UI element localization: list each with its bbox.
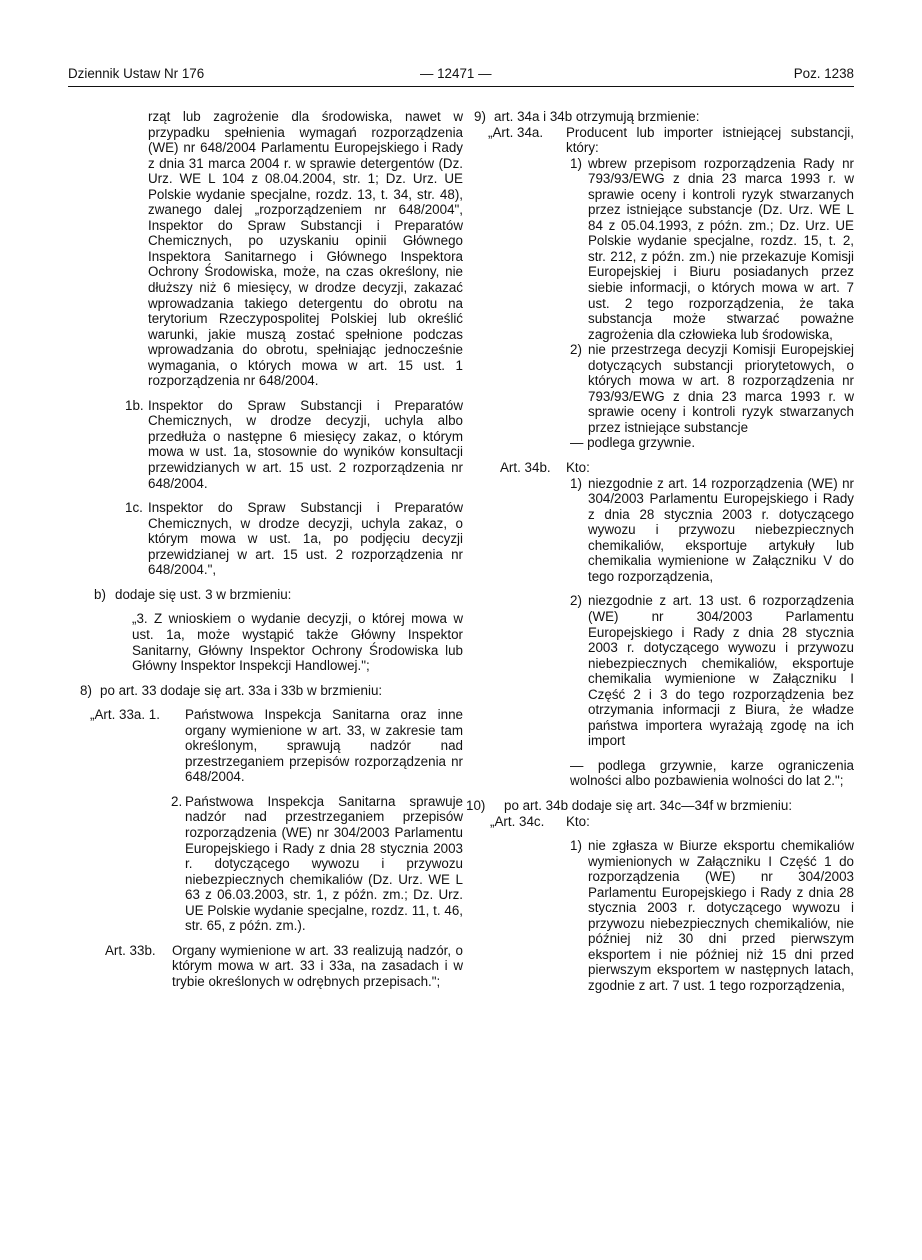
article-label: Art. 34b. bbox=[500, 460, 551, 476]
item-9 bbox=[474, 109, 854, 125]
paragraph-label: 1b. bbox=[125, 397, 144, 413]
point-label: 1) bbox=[570, 475, 582, 491]
point-label: 1) bbox=[570, 155, 582, 171]
paragraph-text: rząt lub zagrożenie dla środowiska, nawet w przypadku spełnienia wymagań rozporządzenia (WE) nr 648/2004 Parlamentu Europejskiego i Rady z dnia 31 marca 2004 r. w sprawie detergentów (Dz. Urz. WE L 104 z 08.04.2004, str. 1; Dz. Urz. UE Polskie wydanie specjalne, rozdz. 13, t. 34, str. 48), zwanego dalej „rozporządzeniem nr 648/2004", Inspektor do Spraw Substancji i Preparatów Chemicznych, po uzyskaniu opinii Głównego Inspektora Sanitarnego i Głównego Inspektora Ochrony Środowiska, może, na czas określony, nie dłuższy niż 6 miesięcy, w drodze decyzji, zakazać wprowadzania takiego detergentu do obrotu na terytorium Rzeczypospolitej Polskiej lub określić warunki, jakie muszą zostać spełnione podczas wprowadzania do obrotu, spełniając jednocześnie wymagania, o których mowa w art. 15 ust. 1 rozporządzenia nr 648/2004. bbox=[148, 109, 463, 389]
point-text: wbrew przepisom rozporządzenia Rady nr 793/93/EWG z dnia 23 marca 1993 r. w sprawie oceny i kontroli ryzyk stwarzanych przez istniejące substancje (Dz. Urz. WE L 84 z 05.04.1993, z późn. zm.; Dz. Urz. UE Polskie wydanie specjalne, rozdz. 15, t. 2, str. 212, z późn. zm.) nie przekazuje Komisji Europejskiej i Biuru posiadanych przez siebie informacji, o których mowa w art. 7 ust. 2 tego rozporządzenia, że taka substancja może stwarzać poważne zagrożenia dla człowieka lub środowiska, bbox=[588, 155, 854, 342]
article-label: „Art. 34c. bbox=[490, 813, 545, 829]
article-33a-1 bbox=[80, 707, 463, 785]
position-number: Poz. 1238 bbox=[793, 66, 854, 81]
article-text: Organy wymienione w art. 33 realizują nadzór, o którym mowa w art. 33 i 33a, na zasadach i w trybie określonych w odrębnych przepisach."; bbox=[172, 942, 463, 989]
right-column bbox=[466, 109, 854, 994]
article-text: Producent lub importer istniejącej substancji, który: bbox=[566, 124, 854, 156]
point-label: 2) bbox=[570, 342, 582, 358]
article-label: Art. 33b. bbox=[105, 942, 156, 958]
article-34c-point-1 bbox=[474, 838, 854, 993]
article-34a-point-1 bbox=[474, 156, 854, 343]
article-34a-penalty bbox=[474, 435, 854, 451]
point-label: b) bbox=[94, 586, 106, 602]
article-34b-point-2 bbox=[474, 593, 854, 748]
header-rule bbox=[68, 86, 854, 87]
point-text: nie zgłasza w Biurze eksportu chemikaliów wymienionych w Załączniku I Część 1 do rozporządzenia (WE) nr 304/2003 Parlamentu Europejskiego i Rady z dnia 28 stycznia 2003 r. dotyczącego wywozu i przywozu niebezpiecznych chemikaliów, nie później niż 30 dni przed pierwszym eksportem i nie później niż 15 dni przed pierwszym eksportem w następnych latach, zgodnie z art. 7 ust. 1 tego rozporządzenia, bbox=[588, 838, 854, 993]
paragraph-text: Inspektor do Spraw Substancji i Preparatów Chemicznych, w drodze decyzji, uchyla albo przedłuża o następne 6 miesięcy zakaz, o którym mowa w ust. 1a, stosownie do wyników konsultacji przewidzianych w art. 15 ust. 2 rozporządzenia nr 648/2004. bbox=[148, 397, 463, 491]
article-label: 2. bbox=[171, 793, 183, 809]
point-label: 1) bbox=[570, 838, 582, 854]
paragraph-text: Inspektor do Spraw Substancji i Preparatów Chemicznych, w drodze decyzji, uchyla zakaz, o którym mowa w ust. 1a, po podjęciu decyzji przewidzianej w art. 15 ust. 2 rozporządzenia nr 648/2004.", bbox=[148, 500, 463, 578]
point-b bbox=[80, 587, 463, 603]
article-34b bbox=[474, 460, 854, 476]
article-label: „Art. 33a. 1. bbox=[90, 707, 160, 723]
article-33a-2 bbox=[80, 794, 463, 934]
point-text: niezgodnie z art. 13 ust. 6 rozporządzenia (WE) nr 304/2003 Parlamentu Europejskiego i Rady z dnia 28 stycznia 2003 r. dotyczącego wywozu i przywozu niebezpiecznych chemikaliów, eksportuje chemikalia wymienione w Załączniku I Część 2 i 3 do tego rozporządzenia bez otrzymania informacji z Biura, że władze państwa importera wyrażają zgodę na ich import bbox=[588, 593, 854, 749]
paragraph-1c bbox=[80, 500, 463, 578]
article-text: Kto: bbox=[566, 813, 590, 829]
item-label: 8) bbox=[80, 682, 92, 698]
item-text: po art. 33 dodaje się art. 33a i 33b w brzmieniu: bbox=[100, 682, 383, 698]
page-number: — 12471 — bbox=[420, 66, 492, 81]
point-text: dodaje się ust. 3 w brzmieniu: bbox=[115, 586, 292, 602]
article-33b bbox=[80, 943, 463, 990]
journal-title: Dziennik Ustaw Nr 176 bbox=[68, 66, 205, 81]
article-34b-penalty bbox=[474, 758, 854, 789]
article-34b-point-1 bbox=[474, 476, 854, 585]
left-column bbox=[80, 109, 463, 989]
article-label: „Art. 34a. bbox=[488, 124, 544, 140]
article-34c bbox=[474, 814, 854, 830]
item-10 bbox=[466, 797, 854, 814]
new-paragraph-3 bbox=[80, 611, 463, 673]
article-text: Państwowa Inspekcja Sanitarna oraz inne organy wymienione w art. 33, w zakresie tam określonym, sprawują nadzór nad przestrzeganiem przepisów rozporządzenia nr 648/2004. bbox=[185, 707, 463, 785]
item-8 bbox=[80, 683, 463, 699]
item-label: 10) bbox=[466, 797, 486, 813]
penalty-text: — podlega grzywnie. bbox=[570, 435, 696, 451]
point-text: nie przestrzega decyzji Komisji Europejskiej dotyczących substancji priorytetowych, o których mowa w art. 8 rozporządzenia nr 793/93/EWG z dnia 23 marca 1993 r. w sprawie oceny i kontroli ryzyk stwarzanych przez istniejące substancje bbox=[588, 342, 854, 435]
item-text: po art. 34b dodaje się art. 34c—34f w brzmieniu: bbox=[504, 797, 793, 813]
article-34a bbox=[474, 125, 854, 156]
paragraph-1a-continuation bbox=[80, 109, 463, 389]
item-label: 9) bbox=[474, 109, 486, 124]
paragraph-label: 1c. bbox=[125, 500, 143, 516]
point-label: 2) bbox=[570, 593, 582, 609]
article-34a-point-2 bbox=[474, 342, 854, 435]
article-text: Kto: bbox=[566, 460, 590, 476]
paragraph-1b bbox=[80, 398, 463, 491]
article-text: Państwowa Inspekcja Sanitarna sprawuje nadzór nad przestrzeganiem przepisów rozporządzenia (WE) nr 304/2003 Parlamentu Europejskiego i Rady z dnia 28 stycznia 2003 r. dotyczącego wywozu i przywozu niebezpiecznych chemikaliów (Dz. Urz. WE L 63 z 06.03.2003, str. 1, z późn. zm.; Dz. Urz. UE Polskie wydanie specjalne, rozdz. 11, t. 46, str. 65, z późn. zm.). bbox=[185, 793, 463, 934]
paragraph-text: „3. Z wnioskiem o wydanie decyzji, o której mowa w ust. 1a, może wystąpić także Główny Inspektor Sanitarny, Główny Inspektor Ochrony Środowiska lub Główny Inspektor Inspekcji Handlowej."; bbox=[132, 611, 463, 674]
point-text: niezgodnie z art. 14 rozporządzenia (WE) nr 304/2003 Parlamentu Europejskiego i Rady z dnia 28 stycznia 2003 r. dotyczącego wywozu i przywozu niebezpiecznych chemikaliów, eksportuje artykuły lub chemikalia wymienione w Załączniku V do tego rozporządzenia, bbox=[588, 475, 854, 584]
penalty-text: — podlega grzywnie, karze ograniczenia wolności albo pozbawienia wolności do lat 2."; bbox=[570, 757, 854, 789]
item-text: art. 34a i 34b otrzymują brzmienie: bbox=[494, 109, 700, 124]
